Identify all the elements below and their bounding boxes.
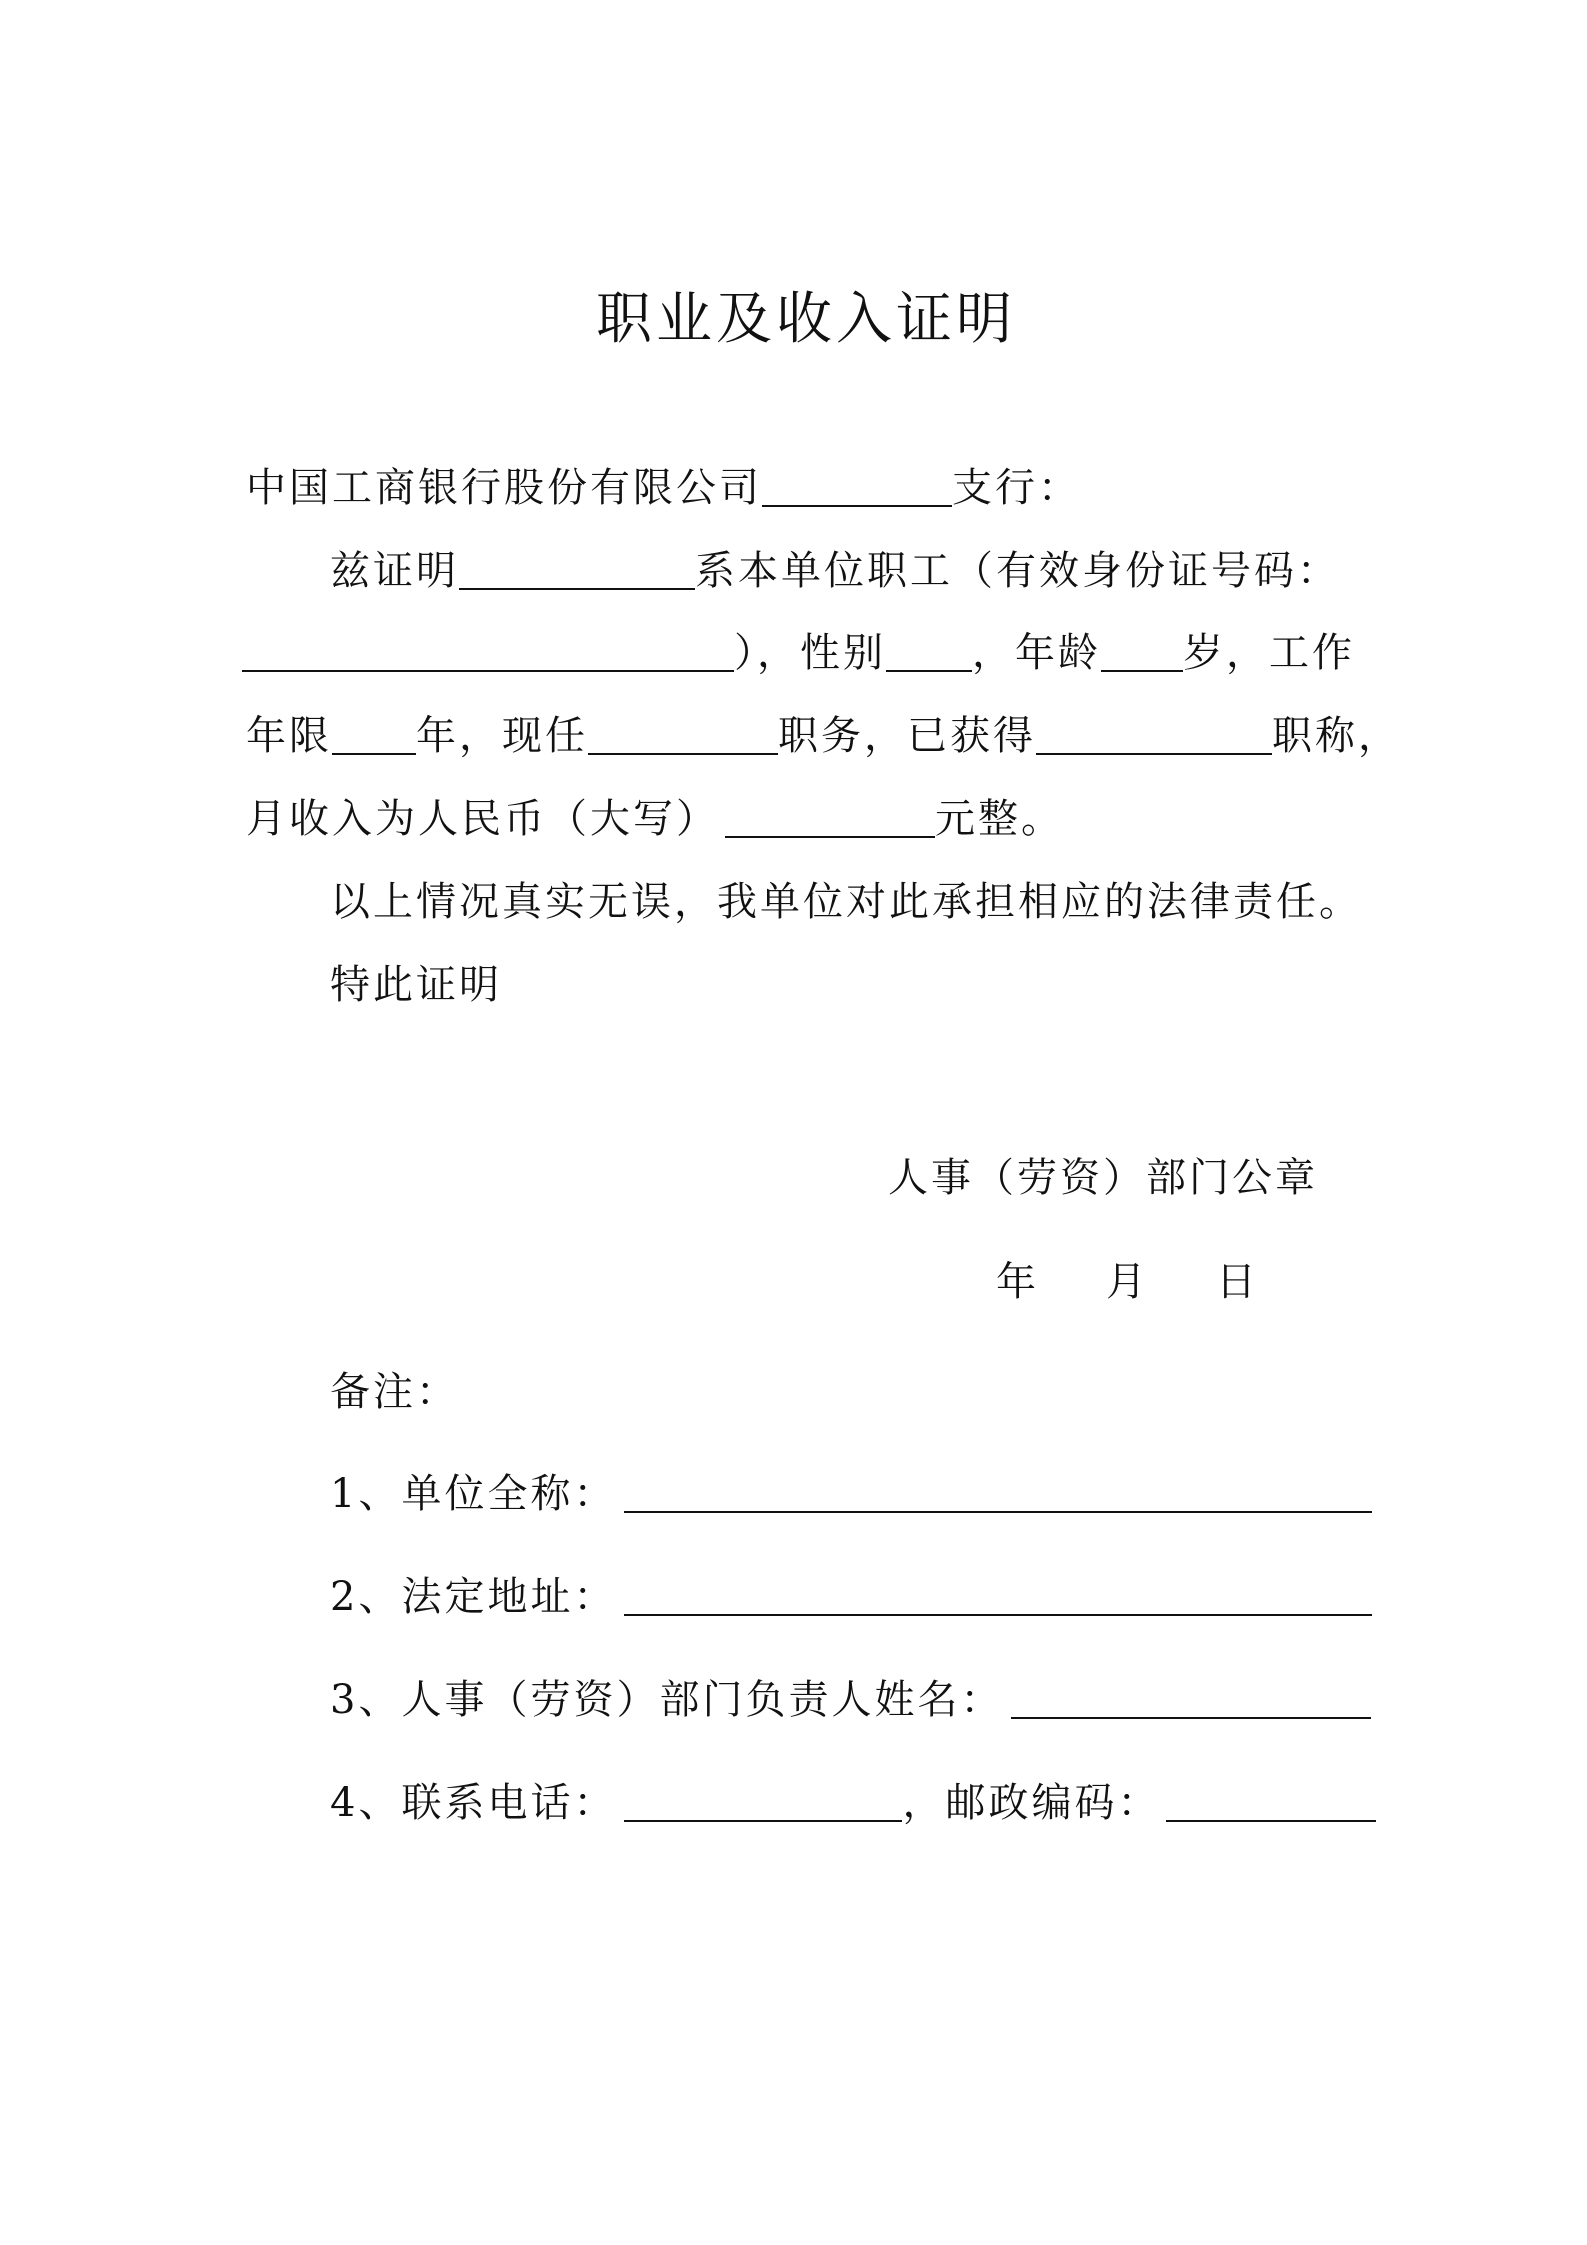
date-year: 年 <box>996 1259 1036 1305</box>
body-line-4 <box>246 796 1064 842</box>
income-blank[interactable] <box>725 800 935 838</box>
note-item-1 <box>330 1471 1372 1517</box>
body-text: 系本单位职工（有效身份证号码： <box>695 548 1340 594</box>
hr-head-name-blank[interactable] <box>1011 1681 1371 1719</box>
title-blank[interactable] <box>1036 717 1272 755</box>
note-item-4 <box>330 1780 1376 1826</box>
body-text: ），性别 <box>734 630 886 676</box>
date-month: 月 <box>1106 1259 1146 1305</box>
employee-name-blank[interactable] <box>459 552 695 590</box>
note-label: ，邮政编码： <box>902 1780 1161 1826</box>
body-text: 职务，已获得 <box>778 713 1036 759</box>
date-day: 日 <box>1216 1259 1256 1305</box>
gender-blank[interactable] <box>886 634 972 672</box>
note-item-2 <box>330 1574 1372 1620</box>
note-item-3 <box>330 1677 1371 1723</box>
body-text: 兹证明 <box>330 548 459 594</box>
body-line-3 <box>246 713 1401 759</box>
postal-code-blank[interactable] <box>1166 1784 1376 1822</box>
note-label: 4、联系电话： <box>330 1780 617 1826</box>
branch-suffix: 支行： <box>952 465 1081 511</box>
body-text: 年，现任 <box>416 713 588 759</box>
notes-heading: 备注： <box>330 1369 459 1415</box>
date-line <box>996 1259 1256 1305</box>
document-title: 职业及收入证明 <box>596 287 1016 352</box>
body-text: 职称， <box>1272 713 1401 759</box>
body-line-5: 以上情况真实无误，我单位对此承担相应的法律责任。 <box>330 879 1362 925</box>
body-text: 岁，工作 <box>1183 630 1355 676</box>
phone-blank[interactable] <box>624 1784 902 1822</box>
seal-label: 人事（劳资）部门公章 <box>888 1155 1318 1201</box>
body-text: ，年龄 <box>972 630 1101 676</box>
note-label: 1、单位全称： <box>330 1471 617 1517</box>
years-blank[interactable] <box>332 717 416 755</box>
note-label: 2、法定地址： <box>330 1574 617 1620</box>
body-text: 元整。 <box>935 796 1064 842</box>
id-number-blank[interactable] <box>242 634 734 672</box>
addressee-line <box>246 465 1081 511</box>
note-label: 3、人事（劳资）部门负责人姓名： <box>330 1677 1004 1723</box>
body-line-6: 特此证明 <box>330 962 502 1008</box>
unit-name-blank[interactable] <box>624 1475 1372 1513</box>
body-line-2 <box>242 630 1355 676</box>
body-text: 月收入为人民币（大写） <box>246 796 719 842</box>
age-blank[interactable] <box>1101 634 1183 672</box>
body-text: 年限 <box>246 713 332 759</box>
bank-name: 中国工商银行股份有限公司 <box>246 465 762 511</box>
branch-blank[interactable] <box>762 469 952 507</box>
body-line-1 <box>330 548 1340 594</box>
address-blank[interactable] <box>624 1578 1372 1616</box>
position-blank[interactable] <box>588 717 778 755</box>
